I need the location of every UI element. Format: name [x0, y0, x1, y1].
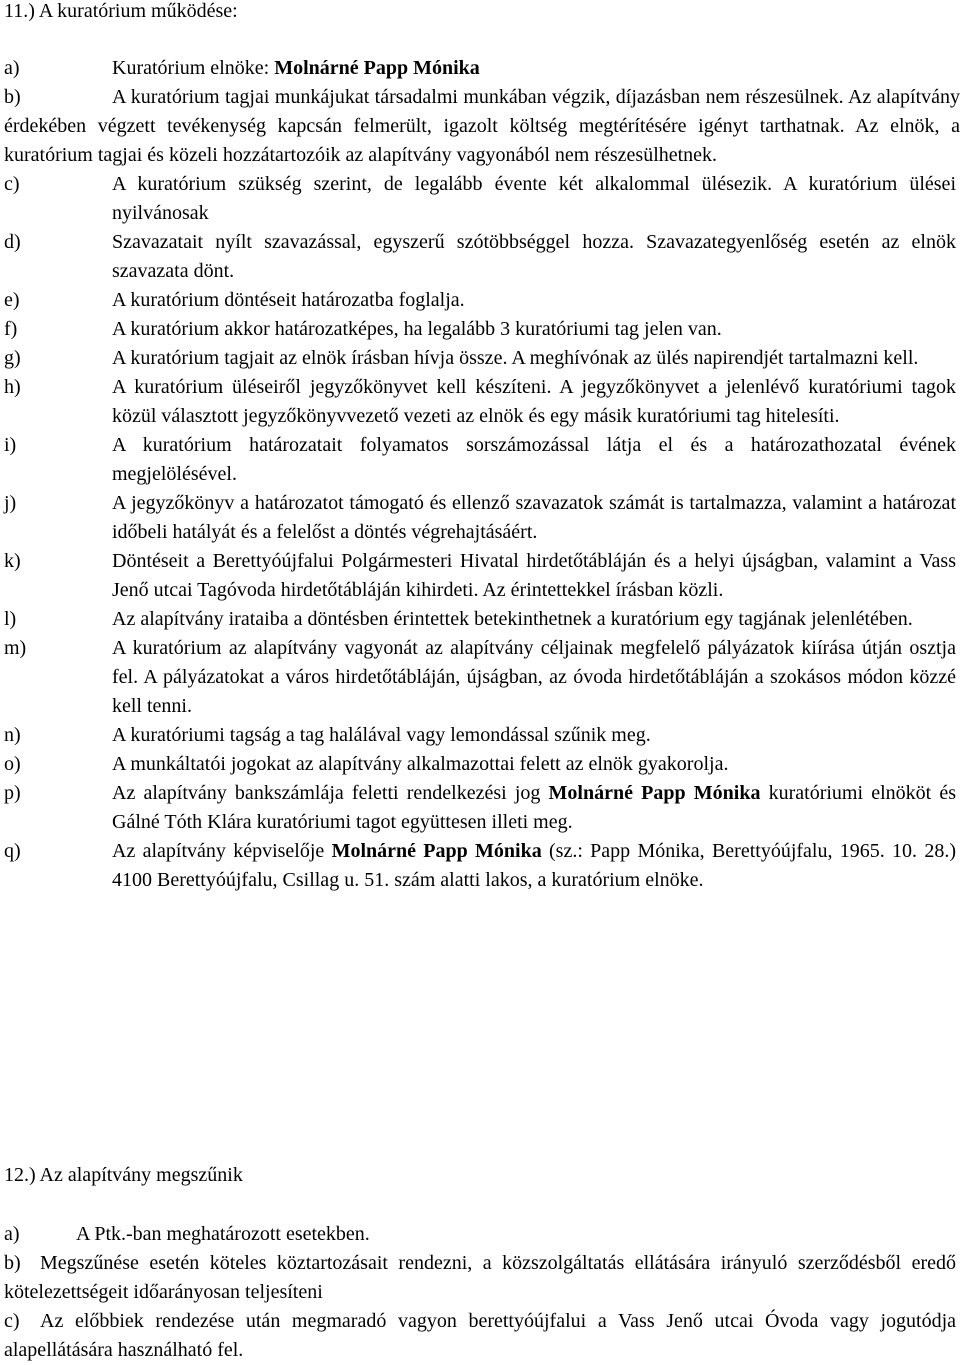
item-text: A Ptk.-ban meghatározott esetekben.	[76, 1223, 370, 1245]
item-text: A kuratóriumi tagság a tag halálával vagy lemondással szűnik meg.	[112, 724, 651, 746]
list-item-b	[4, 83, 960, 170]
list-marker: e)	[4, 289, 20, 311]
chair-name: Molnárné Papp Mónika	[331, 840, 542, 862]
list-marker: c)	[4, 173, 20, 195]
list-marker: m)	[4, 637, 27, 659]
section-12-heading: 12.) Az alapítvány megszűnik	[4, 1164, 243, 1186]
list-marker: l)	[4, 608, 17, 630]
item-text: Az alapítvány képviselője	[112, 840, 332, 862]
list-item-d	[0, 228, 956, 286]
item-text: A kuratórium tagjai munkájukat társadalmi munkában végzik, díjazásban nem részesülnek. Az alapítvány érdekében végzett tevékenység kapcsán felmerült, igazolt költség megtérítésére igényt tarthatnak. Az elnök, a kuratórium tagjai és közeli hozzátartozóik az alapítvány vagyonából nem részesülhetnek.	[4, 86, 960, 166]
section-12-list	[0, 1220, 960, 1365]
list-marker: o)	[4, 753, 21, 775]
item-text: A kuratórium döntéseit határozatba foglalja.	[112, 289, 465, 311]
list-item-e	[0, 286, 956, 315]
item-text: A kuratórium az alapítvány vagyonát az alapítvány céljainak megfelelő pályázatok kiírása útján osztja fel. A pályázatokat a város hirdetőtábláján, újságban, az óvoda hirdetőtábláján a szokásos módon közzé kell tenni.	[112, 637, 956, 717]
list-item-h	[0, 373, 956, 431]
list-item-b	[4, 1249, 956, 1307]
item-text: A munkáltatói jogokat az alapítvány alkalmazottai felett az elnök gyakorolja.	[112, 753, 729, 775]
chair-name: Molnárné Papp Mónika	[548, 782, 761, 804]
list-marker: a)	[4, 57, 20, 79]
list-item-f	[0, 315, 956, 344]
list-marker: i)	[4, 434, 17, 456]
list-marker: b)	[4, 1252, 21, 1274]
item-text: A kuratórium határozatait folyamatos sorszámozással látja el és a határozathozatal évének megjelölésével.	[112, 434, 956, 485]
list-marker: a)	[4, 1223, 20, 1245]
list-item-m	[0, 634, 956, 721]
list-marker: j)	[4, 492, 17, 514]
list-item-p	[0, 779, 956, 837]
item-text: Szavazatait nyílt szavazással, egyszerű szótöbbséggel hozza. Szavazategyenlőség esetén az elnök szavazata dönt.	[112, 231, 956, 282]
list-marker: g)	[4, 347, 21, 369]
item-text: kuratóriumi elnököt és Gálné Tóth Klára kuratóriumi tagot együttesen illeti meg.	[112, 782, 957, 833]
list-marker: c)	[4, 1310, 20, 1332]
item-text: A kuratórium tagjait az elnök írásban hívja össze. A meghívónak az ülés napirendjét tartalmazni kell.	[112, 347, 919, 369]
list-marker: h)	[4, 376, 21, 398]
list-item-a	[0, 54, 956, 83]
list-marker: b)	[4, 86, 21, 108]
chair-name: Molnárné Papp Mónika	[274, 57, 480, 79]
item-text: A kuratórium üléseiről jegyzőkönyvet kell készíteni. A jegyzőkönyvet a jelenlévő kuratóriumi tagok közül választott jegyzőkönyvvezető vezeti az elnök és egy másik kuratóriumi tag hitelesíti.	[112, 376, 956, 427]
item-text: Megszűnése esetén köteles köztartozásait rendezni, a közszolgáltatás ellátására irányuló szerződésből eredő kötelezettségeit időarányosan teljesíteni	[4, 1252, 956, 1303]
item-text: Az alapítvány bankszámlája feletti rendelkezési jog	[112, 782, 549, 804]
list-marker: k)	[4, 550, 21, 572]
list-item-k	[0, 547, 956, 605]
item-text: A kuratórium akkor határozatképes, ha legalább 3 kuratóriumi tag jelen van.	[112, 318, 722, 340]
list-item-a	[0, 1220, 956, 1249]
item-text: A kuratórium szükség szerint, de legalább évente két alkalommal ülésezik. A kuratórium ülései nyilvánosak	[112, 173, 956, 224]
list-item-c	[4, 1307, 956, 1365]
list-item-n	[0, 721, 956, 750]
list-marker: p)	[4, 782, 21, 804]
item-text: A jegyzőkönyv a határozatot támogató és ellenző szavazatok számát is tartalmazza, valamint a határozat időbeli hatályát és a felelőst a döntés végrehajtásáért.	[112, 492, 956, 543]
list-item-c	[0, 170, 956, 228]
item-text: Kuratórium elnöke:	[112, 57, 275, 79]
list-marker: f)	[4, 318, 18, 340]
list-marker: q)	[4, 840, 21, 862]
item-text: Döntéseit a Berettyóújfalui Polgármesteri Hivatal hirdetőtábláján és a helyi újságban, valamint a Vass Jenő utcai Tagóvoda hirdetőtábláján kihirdeti. Az érintettekkel írásban közli.	[112, 550, 956, 601]
item-text: (sz.: Papp Mónika, Berettyóújfalu, 1965. 10. 28.) 4100 Berettyóújfalu, Csillag u. 51. szám alatti lakos, a kuratórium elnöke.	[112, 840, 956, 891]
list-item-i	[0, 431, 956, 489]
list-marker: d)	[4, 231, 21, 253]
list-item-g	[0, 344, 956, 373]
list-item-l	[0, 605, 956, 634]
list-item-o	[0, 750, 956, 779]
item-text: Az alapítvány irataiba a döntésben érintettek betekinthetnek a kuratórium egy tagjának jelenlétében.	[112, 608, 913, 630]
list-item-j	[0, 489, 956, 547]
list-item-q	[0, 837, 956, 895]
section-11-list	[0, 54, 960, 895]
section-11-heading: 11.) A kuratórium működése:	[4, 0, 238, 22]
list-marker: n)	[4, 724, 21, 746]
item-text: Az előbbiek rendezése után megmaradó vagyon berettyóújfalui a Vass Jenő utcai Óvoda vagy jogutódja alapellátására használható fel.	[4, 1310, 956, 1361]
